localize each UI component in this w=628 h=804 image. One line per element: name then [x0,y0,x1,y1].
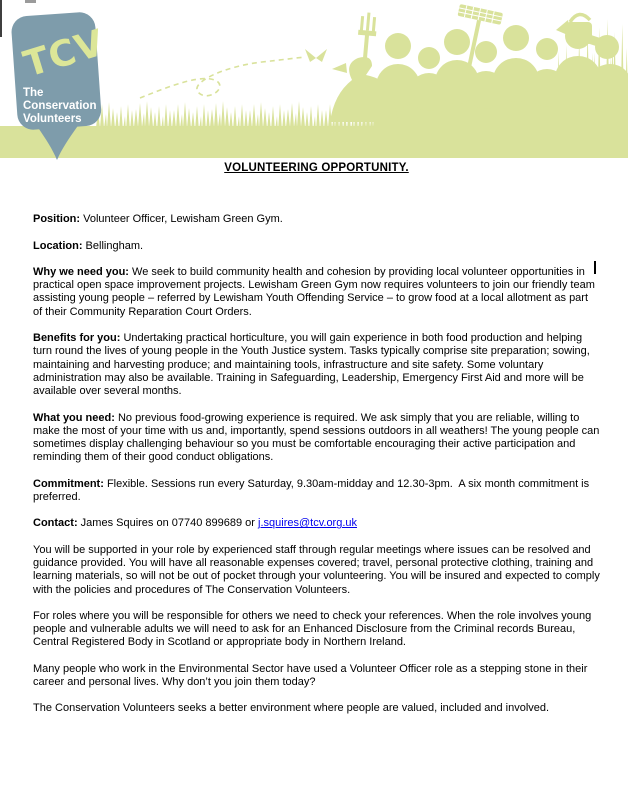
page-title: VOLUNTEERING OPPORTUNITY. [224,162,409,174]
tcv-logo [4,6,114,166]
logo-name-line-1: The [23,87,44,99]
position-field [33,213,600,226]
what-you-need-paragraph [33,411,603,465]
benefits-text: Undertaking practical horticulture, you will gain experience in both food production and helping turn round the lives of young people in the Youth Justice system. Tasks typically comprise site preparation; sowing, maintaining and harvesting produce; and maintaining tools, infrastructure and site safety. Some voluntary administration may also be available. Training in Safeguarding, Leadership, Emergency First Aid and more will be available over several months. [33,332,593,398]
references-paragraph: For roles where you will be responsible for others we need to check your references. When the role involves young people and vulnerable adults we will need to ask for an Enhanced Disclosure from the Criminal records Bureau, Central Registered Body in Scotland or appropriate body in Northern Ireland. [33,609,592,649]
benefits-label: Benefits for you: [33,332,121,345]
why-we-need-you-label: Why we need you: [33,265,129,278]
contact-text: James Squires on 07740 899689 or [77,517,259,530]
text-cursor [594,261,596,274]
commitment-paragraph [33,478,600,505]
location-value: Bellingham. [82,239,144,252]
contact-email-link[interactable]: j.squires@tcv.org.uk [258,517,358,530]
commitment-label: Commitment: [33,477,104,490]
contact-line [33,517,600,530]
butterfly-icon [140,49,327,98]
benefits-paragraph [33,332,600,398]
position-value: Volunteer Officer, Lewisham Green Gym. [80,213,283,226]
why-we-need-you-text: We seek to build community health and cohesion by providing local volunteer opportunities in practical open space improvement projects. Lewisham Green Gym now requires volunteers to join our friendly team assisting young people – referred by Lewisham Youth Offending Service – to grow food at a local allotment as part of their Community Reparation Court Orders. [33,265,598,318]
support-paragraph: You will be supported in your role by experienced staff through regular meetings where issues can be resolved and guidance provided. You will have all reasonable expenses covered; travel, personal protective clothing, training and learning materials, so will not be out of pocket through your volunteering. You will be insured and expected to comply with the policies and procedures of The Conservation Volunteers. [33,543,600,596]
stepping-stone-paragraph: Many people who work in the Environmental Sector have used a Volunteer Officer role as a stepping stone in their career and personal lives. Why don’t you join them today? [33,662,588,689]
why-we-need-you-paragraph [33,266,600,319]
closing-statement: The Conservation Volunteers seeks a better environment where people are valued, included and involved. [33,702,550,715]
commitment-text: Flexible. Sessions run every Saturday, 9.30am-midday and 12.30-3pm. A six month commitment is preferred. [33,477,593,504]
location-field [33,240,600,253]
document-body [0,162,628,716]
logo-bubble-tail [34,120,82,160]
logo-name-line-2: Conservation [23,100,97,112]
watering-can-icon [556,14,603,47]
position-label: Position: [33,213,81,226]
document-header [0,0,628,158]
logo-acronym: TCV [19,22,110,86]
location-label: Location: [33,239,83,252]
screenshot-tab-artifact [25,0,36,3]
what-you-need-label: What you need: [33,411,115,424]
contact-label: Contact: [33,517,78,530]
what-you-need-text: No previous food-growing experience is required. We ask simply that you are reliable, willing to make the most of your time with us and, importantly, spend sessions outdoors in all weathers! The young people can sometimes display challenging behaviour so you must be comfortable encouraging their active participation and reminding them of their good conduct obligations. [33,411,603,464]
logo-name-line-3: Volunteers [23,113,82,125]
screenshot-edge-artifact [0,0,2,37]
